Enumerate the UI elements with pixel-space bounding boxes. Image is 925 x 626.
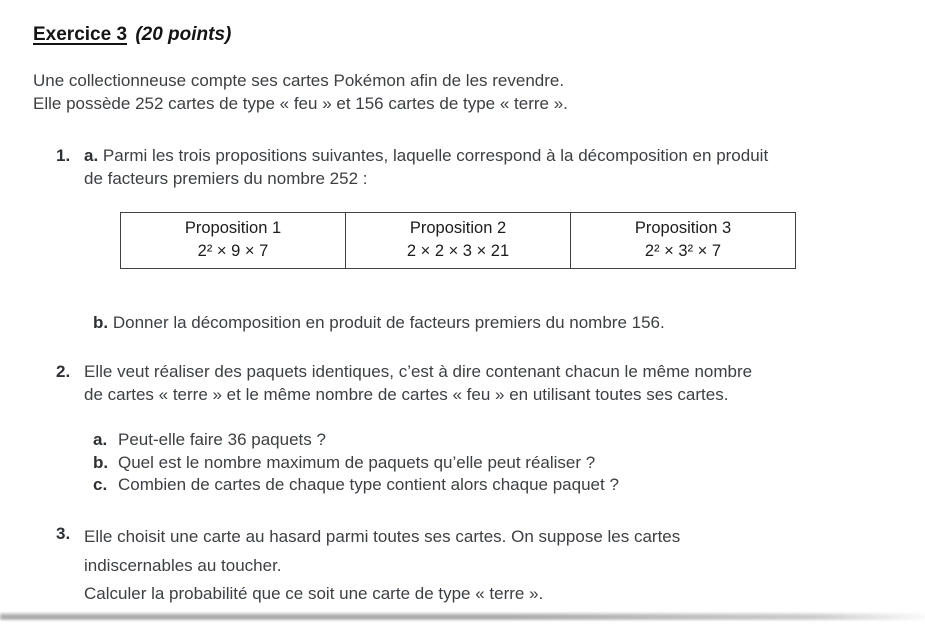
question-2b-text: Quel est le nombre maximum de paquets qu’elle peut réaliser ? (118, 452, 596, 472)
proposition-2-value: 2 × 2 × 3 × 21 (406, 242, 510, 260)
proposition-1-cell (121, 213, 346, 269)
intro-line-1: Une collectionneuse compte ses cartes Pokémon afin de les revendre. (33, 71, 565, 90)
question-2b-letter: b. (93, 452, 109, 472)
question-2a (93, 429, 619, 452)
proposition-2-header: Proposition 2 (409, 219, 507, 237)
question-2c-letter: c. (93, 475, 108, 494)
proposition-1-value: 2² × 9 × 7 (197, 242, 269, 260)
question-1a (56, 145, 768, 190)
page-bottom-scan-shadow (0, 611, 925, 622)
question-1a-letter: a. (84, 146, 99, 165)
question-2 (56, 361, 752, 406)
question-2-line-2: de cartes « terre » et le même nombre de cartes « feu » en utilisant toutes ses cartes. (84, 384, 729, 404)
question-2c (93, 474, 619, 497)
question-3-line-3: Calculer la probabilité que ce soit une carte de type « terre ». (84, 584, 544, 603)
question-3 (56, 523, 680, 609)
exercise-points-label: (20 points) (135, 24, 232, 45)
proposition-3-header: Proposition 3 (634, 219, 732, 237)
question-1b-letter: b. (93, 313, 109, 332)
question-2-subquestions (93, 429, 619, 497)
question-3-content (84, 523, 680, 609)
question-2-line-1: Elle veut réaliser des paquets identiques, c’est à dire contenant chacun le même nombre (84, 362, 753, 381)
proposition-2-cell (346, 213, 571, 269)
question-3-number: 3. (56, 524, 71, 543)
question-1a-line-1 (84, 146, 768, 165)
question-1a-line-2: de facteurs premiers du nombre 252 : (84, 168, 368, 188)
question-2b (93, 452, 619, 475)
question-1a-content (84, 145, 768, 190)
question-1a-text-1: Parmi les trois propositions suivantes, laquelle correspond à la décomposition en produit (102, 146, 769, 165)
intro-paragraph (33, 70, 568, 115)
question-2-content (84, 361, 752, 406)
question-2a-letter: a. (93, 430, 108, 449)
propositions-table (120, 212, 796, 269)
propositions-table-row (121, 213, 796, 269)
question-2-number: 2. (56, 362, 71, 381)
exercise-title-text: Exercice 3 (33, 24, 128, 45)
question-1b (93, 312, 665, 335)
question-1-number: 1. (56, 146, 71, 165)
question-2c-text: Combien de cartes de chaque type contient alors chaque paquet ? (118, 475, 619, 494)
intro-line-2: Elle possède 252 cartes de type « feu » et 156 cartes de type « terre ». (33, 93, 568, 113)
proposition-3-value: 2² × 3² × 7 (644, 242, 722, 260)
question-2a-text: Peut-elle faire 36 paquets ? (118, 430, 326, 449)
proposition-3-cell (571, 213, 796, 269)
exercise-title (33, 24, 231, 46)
question-1b-text: Donner la décomposition en produit de facteurs premiers du nombre 156. (112, 313, 665, 332)
question-3-line-1: Elle choisit une carte au hasard parmi toutes ses cartes. On suppose les cartes (84, 527, 681, 546)
proposition-1-header: Proposition 1 (184, 219, 282, 237)
question-3-line-2: indiscernables au toucher. (84, 555, 282, 575)
